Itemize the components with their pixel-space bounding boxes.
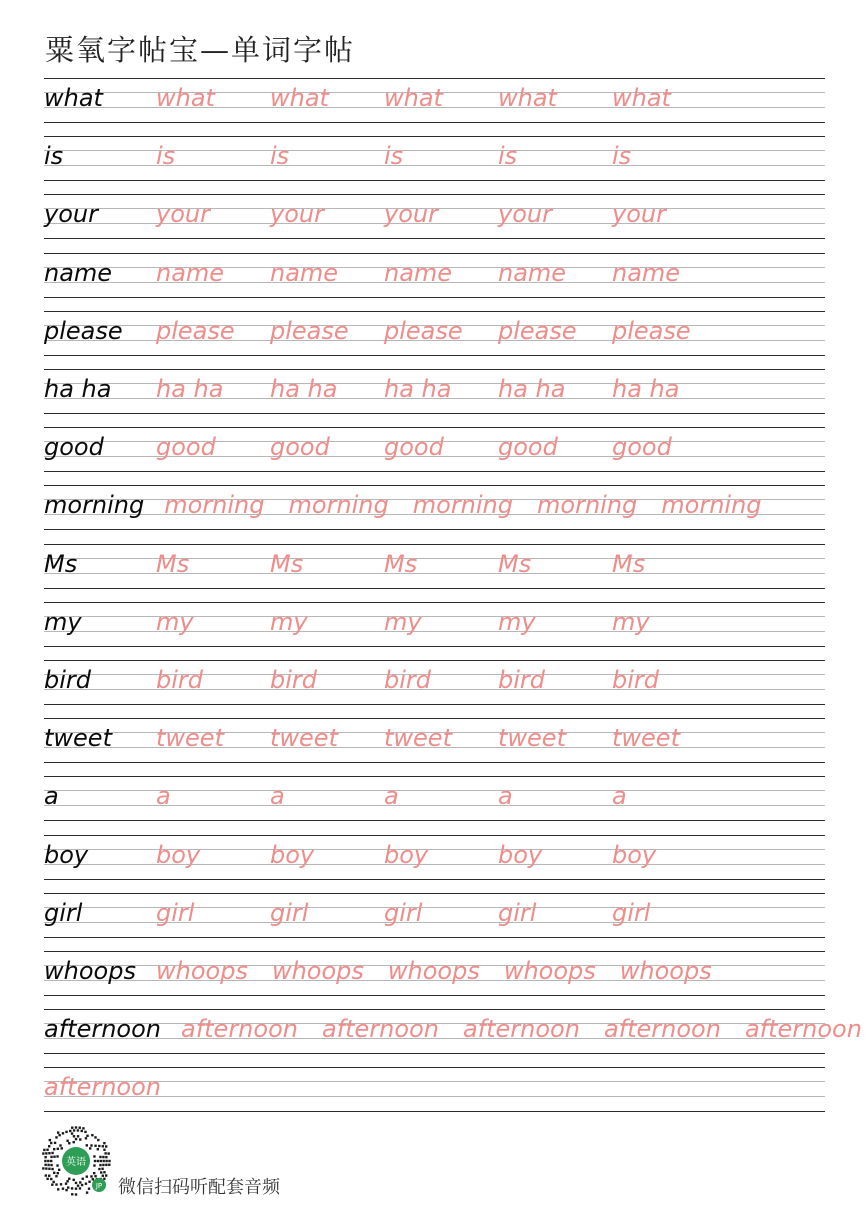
model-word: whoops — [44, 957, 136, 985]
qr-module — [62, 1187, 64, 1189]
qr-module — [108, 1160, 110, 1162]
trace-word: name — [156, 258, 225, 287]
trace-word: what — [498, 84, 557, 112]
trace-word: boy — [498, 840, 543, 869]
rule-line — [44, 529, 825, 530]
qr-module — [86, 1191, 88, 1193]
qr-module — [43, 1149, 45, 1151]
trace-word: what — [270, 84, 329, 112]
trace-word: a — [270, 782, 285, 811]
trace-word: is — [156, 142, 176, 171]
rule-line — [44, 238, 825, 239]
qr-module — [47, 1164, 49, 1166]
trace-word: whoops — [503, 957, 596, 985]
trace-word: afternoon — [321, 1015, 439, 1044]
model-word: what — [44, 84, 103, 112]
qr-module — [103, 1160, 105, 1162]
qr-module — [75, 1182, 77, 1184]
qr-module — [71, 1187, 73, 1189]
qr-module — [47, 1160, 49, 1162]
qr-module — [50, 1164, 52, 1166]
qr-module — [103, 1149, 105, 1151]
qr-module — [79, 1127, 81, 1129]
writing-row — [44, 893, 825, 938]
qr-module — [61, 1147, 63, 1149]
trace-word: a — [612, 782, 627, 811]
qr-module — [56, 1164, 58, 1166]
writing-row — [44, 311, 825, 356]
trace-word: is — [270, 142, 290, 171]
trace-word: whoops — [271, 957, 364, 985]
rule-line — [44, 602, 825, 603]
trace-word: my — [498, 607, 536, 636]
qr-module — [55, 1175, 57, 1177]
qr-module — [50, 1178, 52, 1180]
rule-line — [44, 893, 825, 894]
qr-module — [62, 1132, 64, 1134]
rule-line — [44, 1009, 825, 1010]
qr-module — [97, 1160, 99, 1162]
qr-module — [55, 1136, 57, 1138]
qr-module — [105, 1156, 107, 1158]
qr-module — [82, 1178, 84, 1180]
qr-module — [60, 1183, 62, 1185]
rule-line — [44, 485, 825, 486]
qr-module — [54, 1142, 56, 1144]
model-word: is — [44, 142, 64, 171]
qr-module — [58, 1169, 60, 1171]
trace-word: girl — [612, 898, 651, 927]
qr-module — [75, 1126, 77, 1128]
qr-module — [102, 1145, 104, 1147]
rule-line — [44, 1067, 825, 1068]
trace-word: please — [612, 316, 691, 345]
trace-word: my — [156, 607, 194, 636]
trace-word: what — [384, 84, 443, 112]
handwriting-sheet — [44, 78, 862, 1123]
trace-word: boy — [156, 840, 201, 869]
guide-line — [44, 1096, 825, 1097]
writing-row — [44, 660, 825, 705]
trace-word: boy — [270, 840, 315, 869]
qr-module — [93, 1164, 95, 1166]
trace-word: name — [384, 258, 453, 287]
rule-line — [44, 1111, 825, 1112]
qr-module — [81, 1184, 83, 1186]
trace-word: boy — [612, 840, 657, 869]
rule-line — [44, 180, 825, 181]
rule-line — [44, 879, 825, 880]
qr-module — [82, 1127, 84, 1129]
qr-module — [102, 1164, 104, 1166]
rule-line — [44, 78, 825, 79]
qr-module — [75, 1188, 77, 1190]
qr-module — [48, 1152, 50, 1154]
trace-word: is — [612, 142, 632, 171]
trace-word: afternoon — [44, 1073, 161, 1102]
qr-module — [59, 1144, 61, 1146]
trace-word: good — [384, 433, 444, 462]
qr-module — [75, 1193, 77, 1195]
qr-module — [45, 1167, 47, 1169]
qr-module — [94, 1160, 96, 1162]
qr-module — [51, 1183, 53, 1185]
trace-word: good — [270, 433, 330, 462]
rule-line — [44, 297, 825, 298]
qr-module — [97, 1139, 99, 1141]
qr-module — [57, 1131, 59, 1133]
qr-module — [55, 1183, 57, 1185]
model-word: afternoon — [44, 1015, 161, 1044]
qr-module — [44, 1160, 46, 1162]
trace-word: good — [612, 433, 672, 462]
qr-corner-label: JP — [95, 1182, 103, 1190]
qr-module — [103, 1178, 105, 1180]
qr-module — [51, 1152, 53, 1154]
model-word: a — [44, 782, 59, 811]
qr-module — [97, 1148, 99, 1150]
qr-module — [48, 1145, 50, 1147]
qr-module — [86, 1175, 88, 1177]
qr-module — [98, 1168, 100, 1170]
qr-module — [50, 1160, 52, 1162]
qr-module — [85, 1137, 87, 1139]
trace-word: ha ha — [156, 375, 224, 403]
qr-module — [71, 1193, 73, 1195]
trace-word: please — [498, 316, 577, 345]
trace-word: tweet — [270, 724, 338, 753]
trace-word: ha ha — [384, 375, 452, 403]
trace-word: bird — [612, 666, 660, 694]
qr-module — [99, 1164, 101, 1166]
qr-module — [105, 1145, 107, 1147]
rule-line — [44, 1053, 825, 1054]
qr-module — [93, 1155, 95, 1157]
writing-row — [44, 253, 825, 298]
trace-word: is — [498, 142, 518, 171]
qr-module — [77, 1185, 79, 1187]
model-word: my — [44, 607, 82, 636]
qr-module — [65, 1183, 67, 1185]
qr-module — [51, 1168, 53, 1170]
model-word: please — [44, 316, 123, 345]
qr-module — [99, 1156, 101, 1158]
qr-module — [44, 1156, 46, 1158]
rule-line — [44, 253, 825, 254]
trace-word: whoops — [619, 957, 712, 985]
rule-line — [44, 995, 825, 996]
writing-row — [44, 951, 825, 996]
writing-row — [44, 776, 825, 821]
trace-word: my — [612, 607, 650, 636]
trace-word: what — [156, 84, 215, 112]
qr-module — [101, 1168, 103, 1170]
trace-word: your — [498, 200, 552, 229]
qr-module — [71, 1132, 73, 1134]
trace-word: whoops — [156, 957, 248, 985]
trace-word: girl — [156, 898, 195, 927]
qr-module — [73, 1129, 75, 1131]
qr-module — [107, 1152, 109, 1154]
qr-module — [103, 1142, 105, 1144]
qr-module — [77, 1135, 79, 1137]
trace-word: morning — [412, 491, 514, 520]
trace-word: afternoon — [180, 1015, 298, 1044]
qr-module — [57, 1188, 59, 1190]
rule-line — [44, 704, 825, 705]
writing-row — [44, 1067, 825, 1112]
trace-word: afternoon — [744, 1015, 862, 1044]
qr-module — [81, 1130, 83, 1132]
rule-line — [44, 311, 825, 312]
qr-module — [100, 1160, 102, 1162]
trace-word: your — [612, 200, 666, 229]
qr-module — [58, 1134, 60, 1136]
trace-word: please — [384, 316, 463, 345]
qr-module — [105, 1174, 107, 1176]
trace-word: name — [612, 258, 681, 287]
model-word: tweet — [44, 724, 112, 753]
trace-word: afternoon — [603, 1015, 721, 1044]
writing-row — [44, 136, 825, 181]
scan-instruction: 微信扫码听配套音频 — [118, 1177, 280, 1198]
rule-line — [44, 660, 825, 661]
qr-module — [53, 1156, 55, 1158]
qr-module — [100, 1171, 102, 1173]
qr-module — [45, 1174, 47, 1176]
trace-word: bird — [270, 666, 318, 694]
qr-module — [68, 1142, 70, 1144]
qr-module — [91, 1134, 93, 1136]
trace-word: a — [498, 782, 513, 811]
qr-module — [103, 1171, 105, 1173]
trace-word: Ms — [156, 549, 190, 578]
trace-word: whoops — [387, 957, 480, 985]
trace-word: ha ha — [612, 375, 680, 403]
writing-row — [44, 427, 825, 472]
qr-module — [86, 1144, 88, 1146]
trace-word: what — [612, 84, 671, 112]
qr-module — [79, 1138, 81, 1140]
model-word: ha ha — [44, 375, 112, 403]
qr-module — [57, 1172, 59, 1174]
rule-line — [44, 194, 825, 195]
rule-line — [44, 544, 825, 545]
qr-module — [102, 1156, 104, 1158]
trace-word: Ms — [498, 549, 532, 578]
rule-line — [44, 951, 825, 952]
trace-word: your — [384, 200, 438, 229]
trace-word: Ms — [384, 549, 418, 578]
qr-module — [102, 1175, 104, 1177]
trace-word: bird — [156, 666, 204, 694]
trace-word: tweet — [498, 724, 566, 753]
rule-line — [44, 762, 825, 763]
mini-program-qr-code[interactable] — [40, 1125, 112, 1197]
qr-module — [89, 1147, 91, 1149]
qr-module — [71, 1127, 73, 1129]
qr-module — [94, 1136, 96, 1138]
qr-module — [79, 1187, 81, 1189]
writing-row — [44, 369, 825, 414]
trace-word: morning — [661, 491, 762, 520]
model-word: girl — [44, 898, 83, 927]
trace-word: girl — [384, 898, 423, 927]
qr-module — [92, 1178, 94, 1180]
qr-module — [79, 1181, 81, 1183]
qr-module — [53, 1172, 55, 1174]
trace-word: my — [384, 607, 422, 636]
trace-word: good — [156, 433, 216, 462]
rule-line — [44, 820, 825, 821]
trace-word: Ms — [612, 549, 646, 578]
model-word: Ms — [44, 549, 78, 578]
footer — [40, 1125, 440, 1200]
qr-module — [98, 1145, 100, 1147]
qr-module — [90, 1144, 92, 1146]
qr-module — [65, 1131, 67, 1133]
rule-line — [44, 355, 825, 356]
trace-word: name — [270, 258, 339, 287]
model-word: good — [44, 433, 104, 462]
trace-word: good — [498, 433, 558, 462]
writing-row — [44, 602, 825, 647]
writing-row — [44, 78, 825, 123]
qr-module — [42, 1152, 44, 1154]
trace-word: please — [156, 316, 235, 345]
trace-word: my — [270, 607, 308, 636]
trace-word: is — [384, 142, 404, 171]
trace-word: please — [270, 316, 349, 345]
qr-module — [104, 1152, 106, 1154]
trace-word: girl — [270, 898, 309, 927]
rule-line — [44, 718, 825, 719]
qr-module — [84, 1131, 86, 1133]
qr-module — [52, 1181, 54, 1183]
qr-module — [85, 1183, 87, 1185]
qr-module — [49, 1139, 51, 1141]
trace-word: your — [270, 200, 324, 229]
trace-word: your — [156, 200, 210, 229]
writing-row — [44, 194, 825, 239]
rule-line — [44, 471, 825, 472]
trace-word: morning — [288, 491, 389, 520]
qr-module — [94, 1145, 96, 1147]
rule-line — [44, 369, 825, 370]
qr-module — [67, 1186, 69, 1188]
trace-word: a — [384, 782, 399, 811]
qr-module — [73, 1179, 75, 1181]
qr-module — [46, 1178, 48, 1180]
qr-module — [56, 1155, 58, 1157]
qr-module — [93, 1172, 95, 1174]
qr-module — [50, 1156, 52, 1158]
trace-word: a — [156, 782, 171, 811]
writing-row — [44, 544, 825, 589]
model-word: morning — [44, 491, 145, 520]
qr-module — [53, 1148, 55, 1150]
qr-module — [69, 1130, 71, 1132]
qr-module — [44, 1164, 46, 1166]
qr-module — [45, 1152, 47, 1154]
rule-line — [44, 413, 825, 414]
guide-line — [44, 1081, 825, 1082]
qr-module — [46, 1149, 48, 1151]
writing-row — [44, 718, 825, 763]
rule-line — [44, 122, 825, 123]
qr-module — [108, 1164, 110, 1166]
model-word: your — [44, 200, 98, 229]
trace-word: bird — [384, 666, 432, 694]
qr-module — [57, 1148, 59, 1150]
qr-module — [86, 1135, 88, 1137]
rule-line — [44, 937, 825, 938]
qr-module — [50, 1142, 52, 1144]
rule-line — [44, 835, 825, 836]
rule-line — [44, 136, 825, 137]
rule-line — [44, 646, 825, 647]
rule-line — [44, 427, 825, 428]
trace-word: tweet — [612, 724, 680, 753]
trace-word: morning — [164, 491, 265, 520]
page-title: 粟氧字帖宝—单词字帖 — [45, 33, 356, 67]
trace-word: tweet — [384, 724, 452, 753]
trace-word: tweet — [156, 724, 224, 753]
trace-word: bird — [498, 666, 546, 694]
trace-word: Ms — [270, 549, 304, 578]
model-word: bird — [44, 666, 92, 694]
qr-module — [105, 1164, 107, 1166]
qr-module — [42, 1167, 44, 1169]
qr-module — [48, 1168, 50, 1170]
qr-module — [73, 1141, 75, 1143]
qr-module — [88, 1181, 90, 1183]
writing-row — [44, 485, 825, 530]
rule-line — [44, 776, 825, 777]
trace-word: ha ha — [498, 375, 566, 403]
qr-module — [66, 1180, 68, 1182]
model-word: name — [44, 258, 113, 287]
trace-word: girl — [498, 898, 537, 927]
qr-module — [94, 1175, 96, 1177]
qr-module — [90, 1175, 92, 1177]
qr-module — [88, 1187, 90, 1189]
qr-badge-label: 英语 — [66, 1157, 86, 1168]
trace-word: ha ha — [270, 375, 338, 403]
qr-module — [48, 1175, 50, 1177]
trace-word: morning — [537, 491, 638, 520]
trace-word: afternoon — [462, 1015, 580, 1044]
rule-line — [44, 588, 825, 589]
model-word: boy — [44, 840, 89, 869]
qr-module — [65, 1189, 67, 1191]
trace-word: boy — [384, 840, 429, 869]
writing-row — [44, 1009, 862, 1054]
qr-module — [73, 1135, 75, 1137]
qr-module — [105, 1160, 107, 1162]
qr-module — [66, 1140, 68, 1142]
trace-word: name — [498, 258, 567, 287]
writing-row — [44, 835, 825, 880]
qr-module — [77, 1129, 79, 1131]
qr-module — [68, 1178, 70, 1180]
qr-module — [75, 1138, 77, 1140]
